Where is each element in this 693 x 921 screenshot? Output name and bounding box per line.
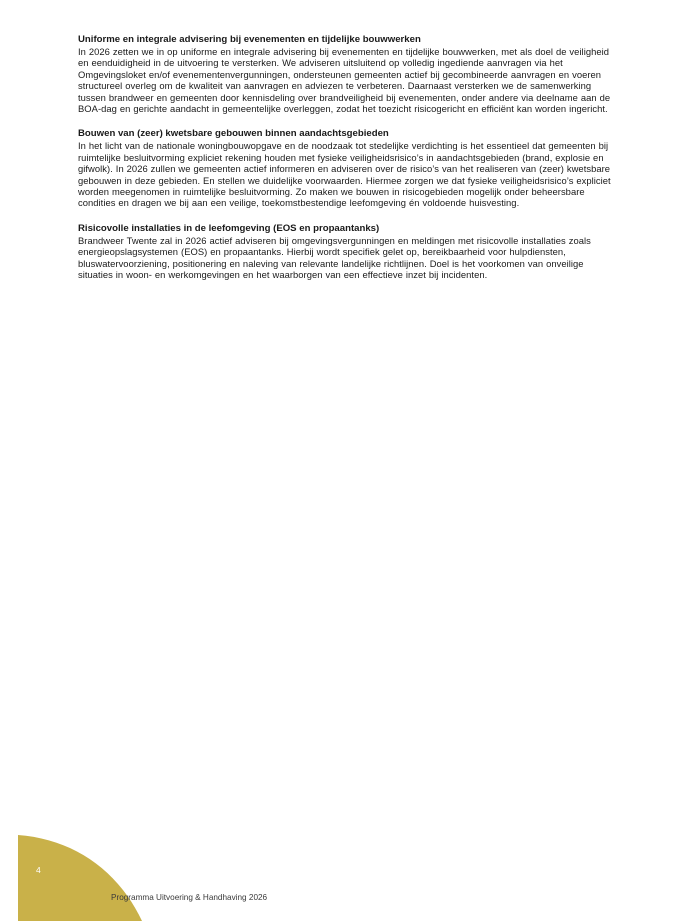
- section-heading: Risicovolle installaties in de leefomgeving (EOS en propaantanks): [78, 222, 380, 234]
- footer-document-title: Programma Uitvoering & Handhaving 2026: [111, 893, 268, 902]
- section-risicovolle-installaties: [78, 223, 618, 281]
- section-paragraph: In het licht van de nationale woningbouwopgave en de noodzaak tot stedelijke verdichting is het essentieel dat gemeenten bij ruimtelijke besluitvorming expliciet rekening houden met fysieke veiligheidsrisico’s in aandachtsgebieden (brand, explosie en gifwolk). In 2026 zullen we gemeenten actief informeren en adviseren over de risico’s van het realiseren van (zeer) kwetsbare gebouwen in deze gebieden. En stellen we duidelijke voorwaarden. Hiermee zorgen we dat fysieke veiligheidsrisico’s expliciet worden meegenomen in ruimtelijke besluitvorming. Zo maken we bouwen in risicogebieden mogelijk onder beheersbare condities en dragen we bij aan een veilige, toekomstbestendige leefomgeving én voldoende huisvesting.: [78, 140, 611, 209]
- page-content: [78, 34, 618, 295]
- page-number: 4: [36, 865, 41, 875]
- section-paragraph: In 2026 zetten we in op uniforme en integrale advisering bij evenementen en tijdelijke bouwwerken, met als doel de veiligheid en eenduidigheid in de uitvoering te versterken. We adviseren uitsluitend op volledig ingediende aanvragen via het Omgevingsloket en/of evenementenvergunningen, ondersteunen gemeenten actief bij gecombineerde aanvragen en voeren structureel overleg om de kwaliteit van aanvragen en adviezen te verbeteren. Daarnaast versterken we de samenwerking tussen brandweer en gemeenten door kennisdeling over brandveiligheid bij evenementen, onder andere via deelname aan de BOA-dag en gerichte aandacht in gemeentelijke overleggen, zodat het toezicht risicogericht en efficiënt kan worden ingericht.: [78, 46, 611, 115]
- section-evenementen: [78, 34, 618, 114]
- corner-decoration: [18, 835, 168, 921]
- section-kwetsbare-gebouwen: [78, 128, 618, 208]
- section-paragraph: Brandweer Twente zal in 2026 actief adviseren bij omgevingsvergunningen en meldingen met risicovolle installaties zoals energieopslagsystemen (EOS) en propaantanks. Hierbij wordt specifiek gelet op, bereikbaarheid voor hulpdiensten, bluswatervoorziening, positionering en naleving van relevante landelijke richtlijnen. Doel is het voorkomen van onveilige situaties in woon- en werkomgevingen en het waarborgen van een effectieve inzet bij incidenten.: [78, 234, 591, 281]
- section-heading: Bouwen van (zeer) kwetsbare gebouwen binnen aandachtsgebieden: [78, 128, 389, 140]
- section-heading: Uniforme en integrale advisering bij evenementen en tijdelijke bouwwerken: [78, 34, 421, 45]
